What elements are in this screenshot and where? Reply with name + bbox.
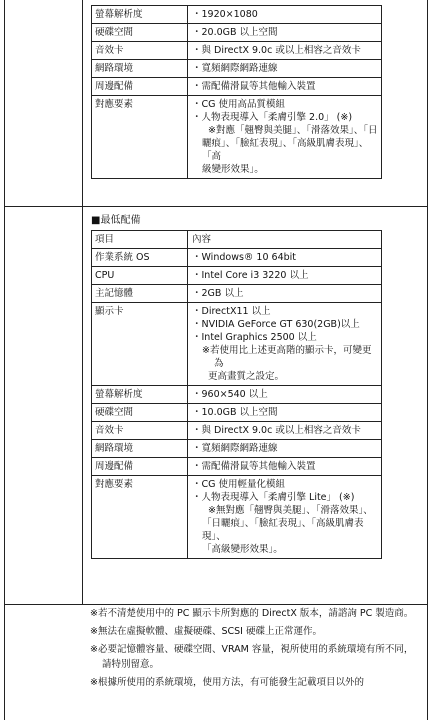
spec-key: 螢幕解析度 bbox=[92, 6, 188, 24]
spec-value: ・需配備滑鼠等其他輸入裝置 bbox=[188, 458, 382, 476]
table-row bbox=[92, 96, 382, 179]
spec-value: ・960×540 以上 bbox=[188, 386, 382, 404]
note-item: ※無法在虛擬軟體、虛擬硬碟、SCSI 硬碟上正常運作。 bbox=[90, 626, 322, 637]
spec-value: ・CG 使用輕量化模組 ・人物表現導入「柔膚引擎 Lite」 (※) ※無對應「翹臀與美腿」、「滑落效果」、 「日曬痕」、「臉紅表現」、「高級肌膚表現」、 「高級變形效果」。 bbox=[188, 476, 382, 559]
spec-value: ・與 DirectX 9.0c 或以上相容之音效卡 bbox=[188, 422, 382, 440]
spec-value: ・Intel Core i3 3220 以上 bbox=[188, 267, 382, 285]
table-row bbox=[92, 6, 382, 24]
spec-value: ・2GB 以上 bbox=[188, 285, 382, 303]
minimum-spec-table bbox=[91, 230, 382, 559]
spec-value: ・DirectX11 以上 ・NVIDIA GeForce GT 630(2GB)以上 ・Intel Graphics 2500 以上 ※若使用比上述更高階的顯示卡，可變更為 更高畫質之設定。 bbox=[188, 303, 382, 386]
spec-value: ・1920×1080 bbox=[188, 6, 382, 24]
spec-value: ・與 DirectX 9.0c 或以上相容之音效卡 bbox=[188, 42, 382, 60]
recommended-spec-table bbox=[91, 5, 382, 179]
table-row bbox=[92, 303, 382, 386]
spec-key: 網路環境 bbox=[92, 60, 188, 78]
spec-key: 硬碟空間 bbox=[92, 24, 188, 42]
spec-value: ・20.0GB 以上空間 bbox=[188, 24, 382, 42]
note-item: ※根據所使用的系統環境，使用方法，有可能發生記載項目以外的 bbox=[90, 677, 364, 688]
note-item: ※必要記憶體容量、硬碟空間、VRAM 容量，視所使用的系統環境有所不同，請特別留意。 bbox=[90, 644, 414, 670]
table-row bbox=[92, 404, 382, 422]
notes-section bbox=[90, 606, 420, 693]
spec-value: ・需配備滑鼠等其他輸入裝置 bbox=[188, 78, 382, 96]
spec-key: 作業系統 OS bbox=[92, 249, 188, 267]
section-divider-notes bbox=[4, 604, 428, 605]
table-row bbox=[92, 78, 382, 96]
spec-value: ・寬頻網際網路連線 bbox=[188, 440, 382, 458]
left-column-divider bbox=[4, 0, 83, 604]
spec-key: 網路環境 bbox=[92, 440, 188, 458]
section-divider bbox=[4, 206, 428, 207]
spec-key: 周邊配備 bbox=[92, 78, 188, 96]
minimum-spec-title: ■最低配備 bbox=[91, 215, 141, 226]
spec-value: ・Windows® 10 64bit bbox=[188, 249, 382, 267]
spec-key: 音效卡 bbox=[92, 422, 188, 440]
spec-value: ・寬頻網際網路連線 bbox=[188, 60, 382, 78]
column-header-content: 內容 bbox=[188, 231, 382, 249]
spec-key: 主記憶體 bbox=[92, 285, 188, 303]
spec-key: 螢幕解析度 bbox=[92, 386, 188, 404]
table-row bbox=[92, 422, 382, 440]
table-row bbox=[92, 476, 382, 559]
table-row bbox=[92, 267, 382, 285]
table-row bbox=[92, 24, 382, 42]
table-row bbox=[92, 386, 382, 404]
note-item: ※若不清楚使用中的 PC 顯示卡所對應的 DirectX 版本，請諮詢 PC 製造商。 bbox=[90, 608, 414, 619]
table-row bbox=[92, 285, 382, 303]
spec-key: CPU bbox=[92, 267, 188, 285]
spec-key: 周邊配備 bbox=[92, 458, 188, 476]
spec-key: 音效卡 bbox=[92, 42, 188, 60]
spec-key: 對應要素 bbox=[92, 476, 188, 559]
spec-value: ・CG 使用高品質模組 ・人物表現導入「柔膚引擎 2.0」 (※) ※對應「翹臀與美腿」、「滑落效果」、「日 曬痕」、「臉紅表現」、「高級肌膚表現」、「高 級變形效果」。 bbox=[188, 96, 382, 179]
spec-key: 對應要素 bbox=[92, 96, 188, 179]
spec-value: ・10.0GB 以上空間 bbox=[188, 404, 382, 422]
table-row bbox=[92, 42, 382, 60]
table-row bbox=[92, 458, 382, 476]
table-header-row bbox=[92, 231, 382, 249]
table-row bbox=[92, 249, 382, 267]
spec-key: 硬碟空間 bbox=[92, 404, 188, 422]
column-header-item: 項目 bbox=[92, 231, 188, 249]
spec-key: 顯示卡 bbox=[92, 303, 188, 386]
table-row bbox=[92, 60, 382, 78]
table-row bbox=[92, 440, 382, 458]
